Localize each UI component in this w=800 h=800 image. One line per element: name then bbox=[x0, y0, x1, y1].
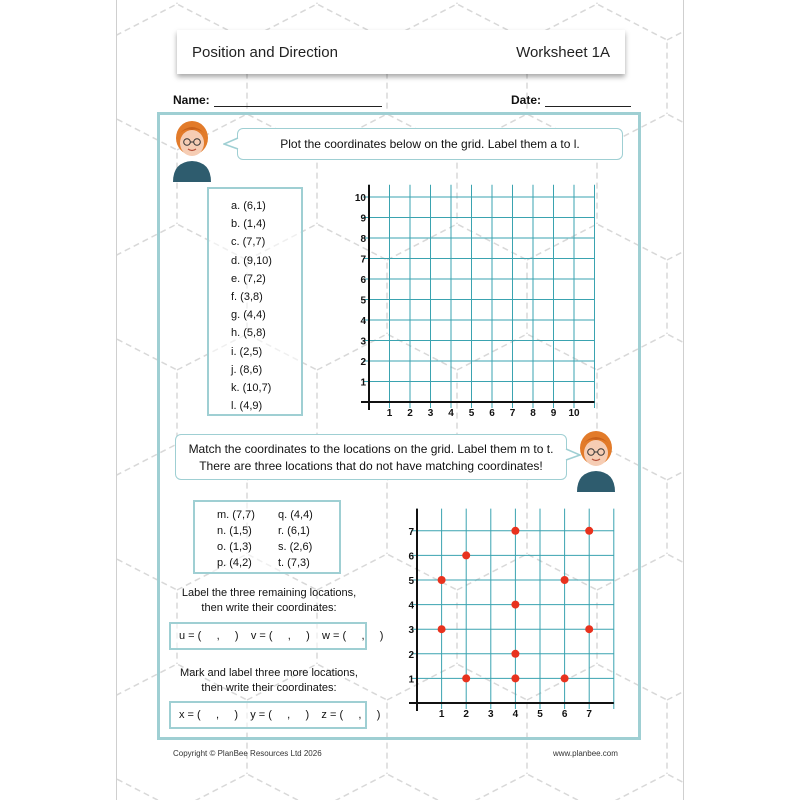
grid2-location-point bbox=[462, 551, 470, 559]
grid2-x-tick-label: 6 bbox=[561, 709, 568, 720]
remaining-instruction-line2: then write their coordinates: bbox=[201, 602, 337, 614]
coordinate-item: k. (10,7) bbox=[231, 382, 272, 395]
grid2-y-tick-label: 1 bbox=[408, 674, 414, 686]
date-line[interactable] bbox=[545, 95, 631, 107]
grid2-x-tick-label: 5 bbox=[537, 709, 543, 720]
grid1-y-tick-label: 4 bbox=[360, 316, 366, 327]
grid2-y-tick-label: 7 bbox=[408, 526, 414, 538]
grid1-y-tick-label: 9 bbox=[360, 213, 366, 225]
coordinate-item: q. (4,4) bbox=[278, 509, 313, 521]
worksheet-topic: Position and Direction bbox=[192, 43, 338, 61]
background-line bbox=[667, 224, 684, 334]
coordinate-item: j. (8,6) bbox=[231, 363, 263, 376]
background-line bbox=[177, 774, 317, 800]
more-answer-box[interactable] bbox=[169, 701, 381, 729]
instruction-text-1: Plot the coordinates below on the grid. Label them a to l. bbox=[280, 137, 580, 151]
background-line bbox=[317, 0, 457, 4]
grid2-y-tick-label: 5 bbox=[408, 576, 414, 587]
grid2-x-tick-label: 2 bbox=[463, 709, 469, 720]
coordinate-item: r. (6,1) bbox=[278, 525, 310, 537]
background-line bbox=[597, 0, 684, 4]
coordinate-item: n. (1,5) bbox=[217, 525, 252, 537]
instruction-bubble-2 bbox=[175, 434, 567, 480]
grid2-location-point bbox=[585, 625, 593, 633]
more-instruction-line1: Mark and label three more locations, bbox=[180, 667, 358, 679]
grid1-x-tick-label: 4 bbox=[448, 408, 454, 419]
grid2-location-point bbox=[585, 527, 593, 535]
grid2-x-tick-label: 1 bbox=[438, 709, 445, 720]
grid2-x-tick-label: 4 bbox=[512, 709, 519, 720]
website-text: www.planbee.com bbox=[553, 749, 618, 758]
name-line[interactable] bbox=[214, 95, 382, 107]
teacher-avatar bbox=[573, 428, 619, 492]
grid1-x-tick-label: 7 bbox=[509, 408, 516, 419]
coordinate-item: c. (7,7) bbox=[231, 236, 266, 249]
instruction-bubble-1 bbox=[237, 128, 623, 160]
grid1-y-tick-label: 1 bbox=[360, 377, 366, 389]
teacher-avatar bbox=[169, 118, 215, 182]
grid2-y-tick-label: 3 bbox=[408, 625, 414, 637]
coordinate-item: d. (9,10) bbox=[231, 254, 272, 267]
grid1-y-tick-label: 10 bbox=[354, 193, 366, 204]
coordinate-item: m. (7,7) bbox=[217, 509, 255, 521]
background-line bbox=[457, 0, 597, 4]
grid1-y-tick-label: 3 bbox=[360, 336, 366, 348]
more-instruction bbox=[169, 666, 369, 696]
remaining-answer-text: u = ( , ) v = ( , ) w = ( , ) bbox=[179, 630, 384, 642]
coordinate-item: f. (3,8) bbox=[231, 291, 263, 304]
coordinate-item: s. (2,6) bbox=[278, 541, 313, 553]
more-answer-text: x = ( , ) y = ( , ) z = ( , ) bbox=[179, 709, 381, 721]
coordinate-item: l. (4,9) bbox=[231, 400, 263, 413]
copyright-text: Copyright © PlanBee Resources Ltd 2026 bbox=[173, 749, 322, 758]
instruction-text-2b: There are three locations that do not have matching coordinates! bbox=[199, 459, 543, 473]
coordinate-item: o. (1,3) bbox=[217, 541, 252, 553]
background-line bbox=[457, 774, 597, 800]
background-line bbox=[117, 0, 177, 4]
grid1-x-tick-label: 9 bbox=[550, 408, 557, 419]
name-label: Name: bbox=[173, 93, 210, 107]
grid1-x-tick-label: 3 bbox=[427, 408, 434, 419]
background-line bbox=[317, 774, 457, 800]
worksheet-page bbox=[116, 0, 684, 800]
background-line bbox=[177, 0, 317, 4]
background-line bbox=[667, 444, 684, 554]
grid2-location-point bbox=[561, 674, 569, 682]
coordinate-grid-2[interactable] bbox=[393, 503, 619, 725]
coordinate-item: p. (4,2) bbox=[217, 557, 252, 569]
grid1-x-tick-label: 2 bbox=[407, 408, 413, 419]
grid2-location-point bbox=[511, 527, 519, 535]
background-line bbox=[597, 774, 684, 800]
title-banner bbox=[177, 30, 625, 74]
background-line bbox=[117, 774, 177, 800]
date-field[interactable] bbox=[511, 93, 631, 107]
coordinate-grid-1[interactable] bbox=[347, 174, 603, 424]
grid1-y-tick-label: 6 bbox=[360, 275, 366, 286]
coordinate-list-m-to-t bbox=[193, 500, 341, 574]
grid2-location-point bbox=[511, 674, 519, 682]
grid1-y-tick-label: 2 bbox=[360, 357, 366, 368]
grid2-x-tick-label: 3 bbox=[488, 709, 494, 720]
grid2-y-tick-label: 4 bbox=[408, 600, 414, 612]
remaining-answer-box[interactable] bbox=[169, 622, 384, 650]
name-field[interactable] bbox=[173, 93, 382, 107]
grid1-x-tick-label: 10 bbox=[568, 408, 580, 419]
grid2-location-point bbox=[438, 625, 446, 633]
coordinate-item: t. (7,3) bbox=[278, 557, 310, 569]
bubble-tail-1 bbox=[223, 136, 239, 152]
grid1-x-tick-label: 1 bbox=[386, 408, 393, 419]
worksheet-number: Worksheet 1A bbox=[516, 43, 610, 61]
date-label: Date: bbox=[511, 93, 542, 107]
grid1-y-tick-label: 7 bbox=[360, 254, 366, 266]
coordinate-item: h. (5,8) bbox=[231, 327, 266, 340]
background-line bbox=[667, 664, 684, 774]
background-line bbox=[667, 4, 684, 114]
grid1-y-tick-label: 5 bbox=[360, 295, 366, 307]
grid2-location-point bbox=[462, 674, 470, 682]
grid2-location-point bbox=[511, 601, 519, 609]
grid1-x-tick-label: 6 bbox=[489, 408, 495, 419]
remaining-instruction bbox=[169, 586, 369, 616]
grid1-y-tick-label: 8 bbox=[360, 234, 366, 245]
remaining-instruction-line1: Label the three remaining locations, bbox=[181, 587, 357, 599]
grid1-x-tick-label: 8 bbox=[530, 408, 536, 419]
grid2-location-point bbox=[511, 650, 519, 658]
grid2-location-point bbox=[438, 576, 446, 584]
coordinate-item: e. (7,2) bbox=[231, 272, 266, 285]
coordinate-item: i. (2,5) bbox=[231, 345, 263, 358]
grid2-x-tick-label: 7 bbox=[586, 709, 592, 720]
coordinate-item: g. (4,4) bbox=[231, 309, 266, 322]
instruction-text-2a: Match the coordinates to the locations on the grid. Label them m to t. bbox=[188, 442, 554, 456]
more-instruction-line2: then write their coordinates: bbox=[201, 682, 337, 694]
grid1-x-tick-label: 5 bbox=[468, 408, 475, 419]
grid2-y-tick-label: 6 bbox=[408, 551, 414, 563]
coordinate-list-a-to-l bbox=[207, 187, 303, 416]
coordinate-item: b. (1,4) bbox=[231, 218, 266, 231]
coordinate-item: a. (6,1) bbox=[231, 200, 266, 212]
grid2-y-tick-label: 2 bbox=[408, 649, 414, 661]
grid2-location-point bbox=[561, 576, 569, 584]
